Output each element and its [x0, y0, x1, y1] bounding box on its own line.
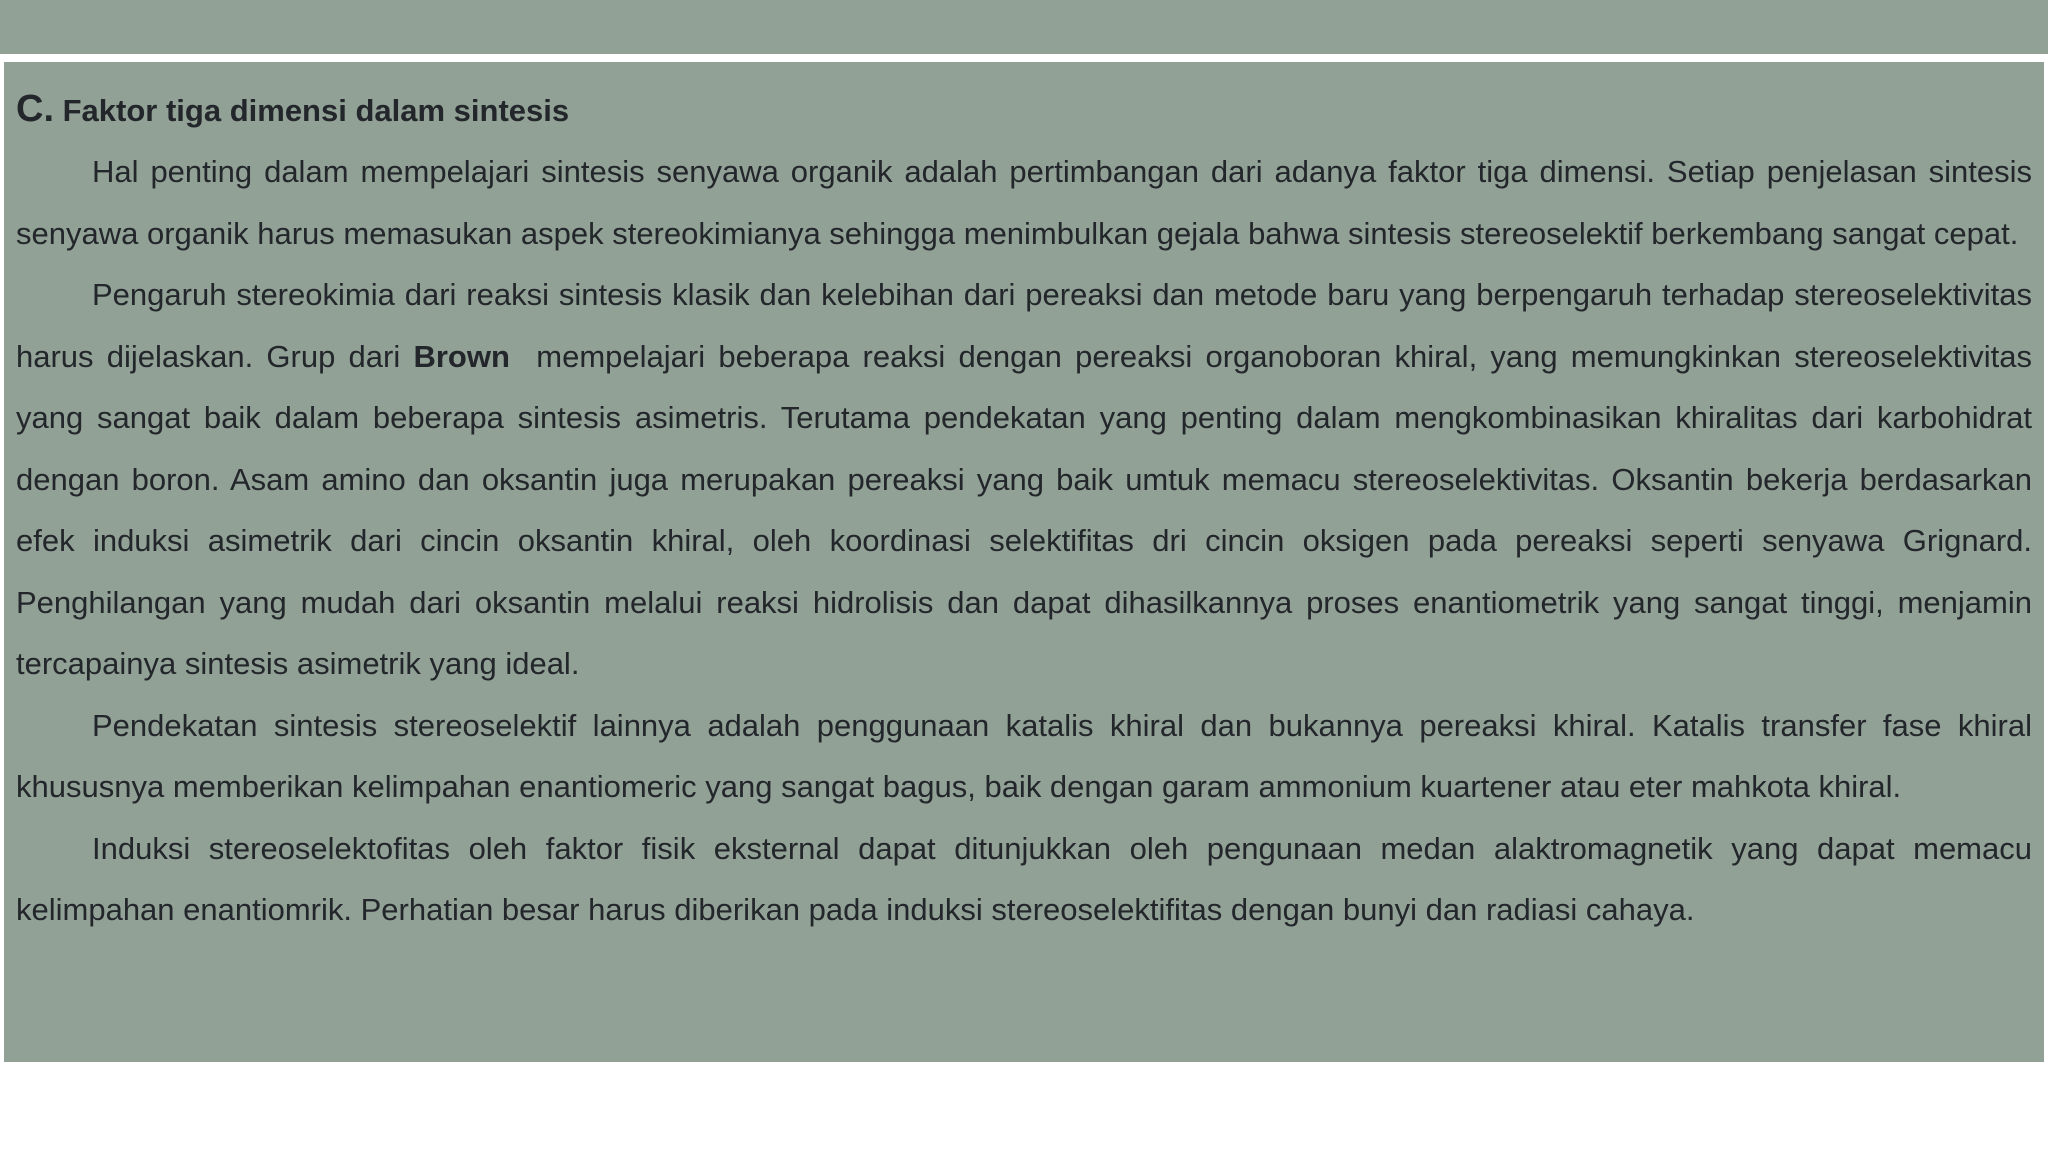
paragraph-2 [16, 264, 2041, 695]
section-letter: C. [16, 88, 54, 130]
section-heading [16, 82, 2032, 137]
paragraph-3: Pendekatan sintesis stereoselektif lainnya adalah penggunaan katalis khiral dan bukannya pereaksi khiral. Katalis transfer fase khiral khususnya memberikan kelimpahan enantiomeric yang sangat bagus, baik dengan garam ammonium kuartener atau eter mahkota khiral. [16, 707, 2032, 805]
paragraph-2-text-after: mempelajari beberapa reaksi dengan pereaksi organoboran khiral, yang memungkinkan stereoselektivitas yang sangat baik dalam beberapa sintesis asimetris. Terutama pendekatan yang penting dalam mengkombinasikan khiralitas dari karbohidrat dengan boron. Asam amino dan oksantin juga merupakan pereaksi yang baik umtuk memacu stereoselektivitas. Oksantin bekerja berdasarkan efek induksi asimetrik dari cincin oksantin khiral, oleh koordinasi selektifitas dri cincin oksigen pada pereaksi seperti senyawa Grignard. Penghilangan yang mudah dari oksantin melalui reaksi hidrolisis dan dapat dihasilkannya proses enantiometrik yang sangat tinggi, menjamin tercapainya sintesis asimetrik yang ideal. [16, 338, 2041, 682]
paragraph-2-text-before: Pengaruh stereokimia dari reaksi sintesis klasik dan kelebihan dari pereaksi dan metode baru yang berpengaruh terhadap stereoselektivitas harus dijelaskan. Grup dari [16, 277, 2032, 374]
section-title: Faktor tiga dimensi dalam sintesis [62, 93, 570, 128]
brown-bold-term: Brown [413, 338, 510, 374]
content-panel [4, 62, 2044, 1062]
top-banner [0, 0, 2048, 54]
paragraph-4: Induksi stereoselektofitas oleh faktor fisik eksternal dapat ditunjukkan oleh pengunaan medan alaktromagnetik yang dapat memacu kelimpahan enantiomrik. Perhatian besar harus diberikan pada induksi stereoselektifitas dengan bunyi dan radiasi cahaya. [16, 830, 2032, 928]
paragraph-1: Hal penting dalam mempelajari sintesis senyawa organik adalah pertimbangan dari adanya faktor tiga dimensi. Setiap penjelasan sintesis senyawa organik harus memasukan aspek stereokimianya sehingga menimbulkan gejala bahwa sintesis stereoselektif berkembang sangat cepat. [16, 154, 2032, 251]
